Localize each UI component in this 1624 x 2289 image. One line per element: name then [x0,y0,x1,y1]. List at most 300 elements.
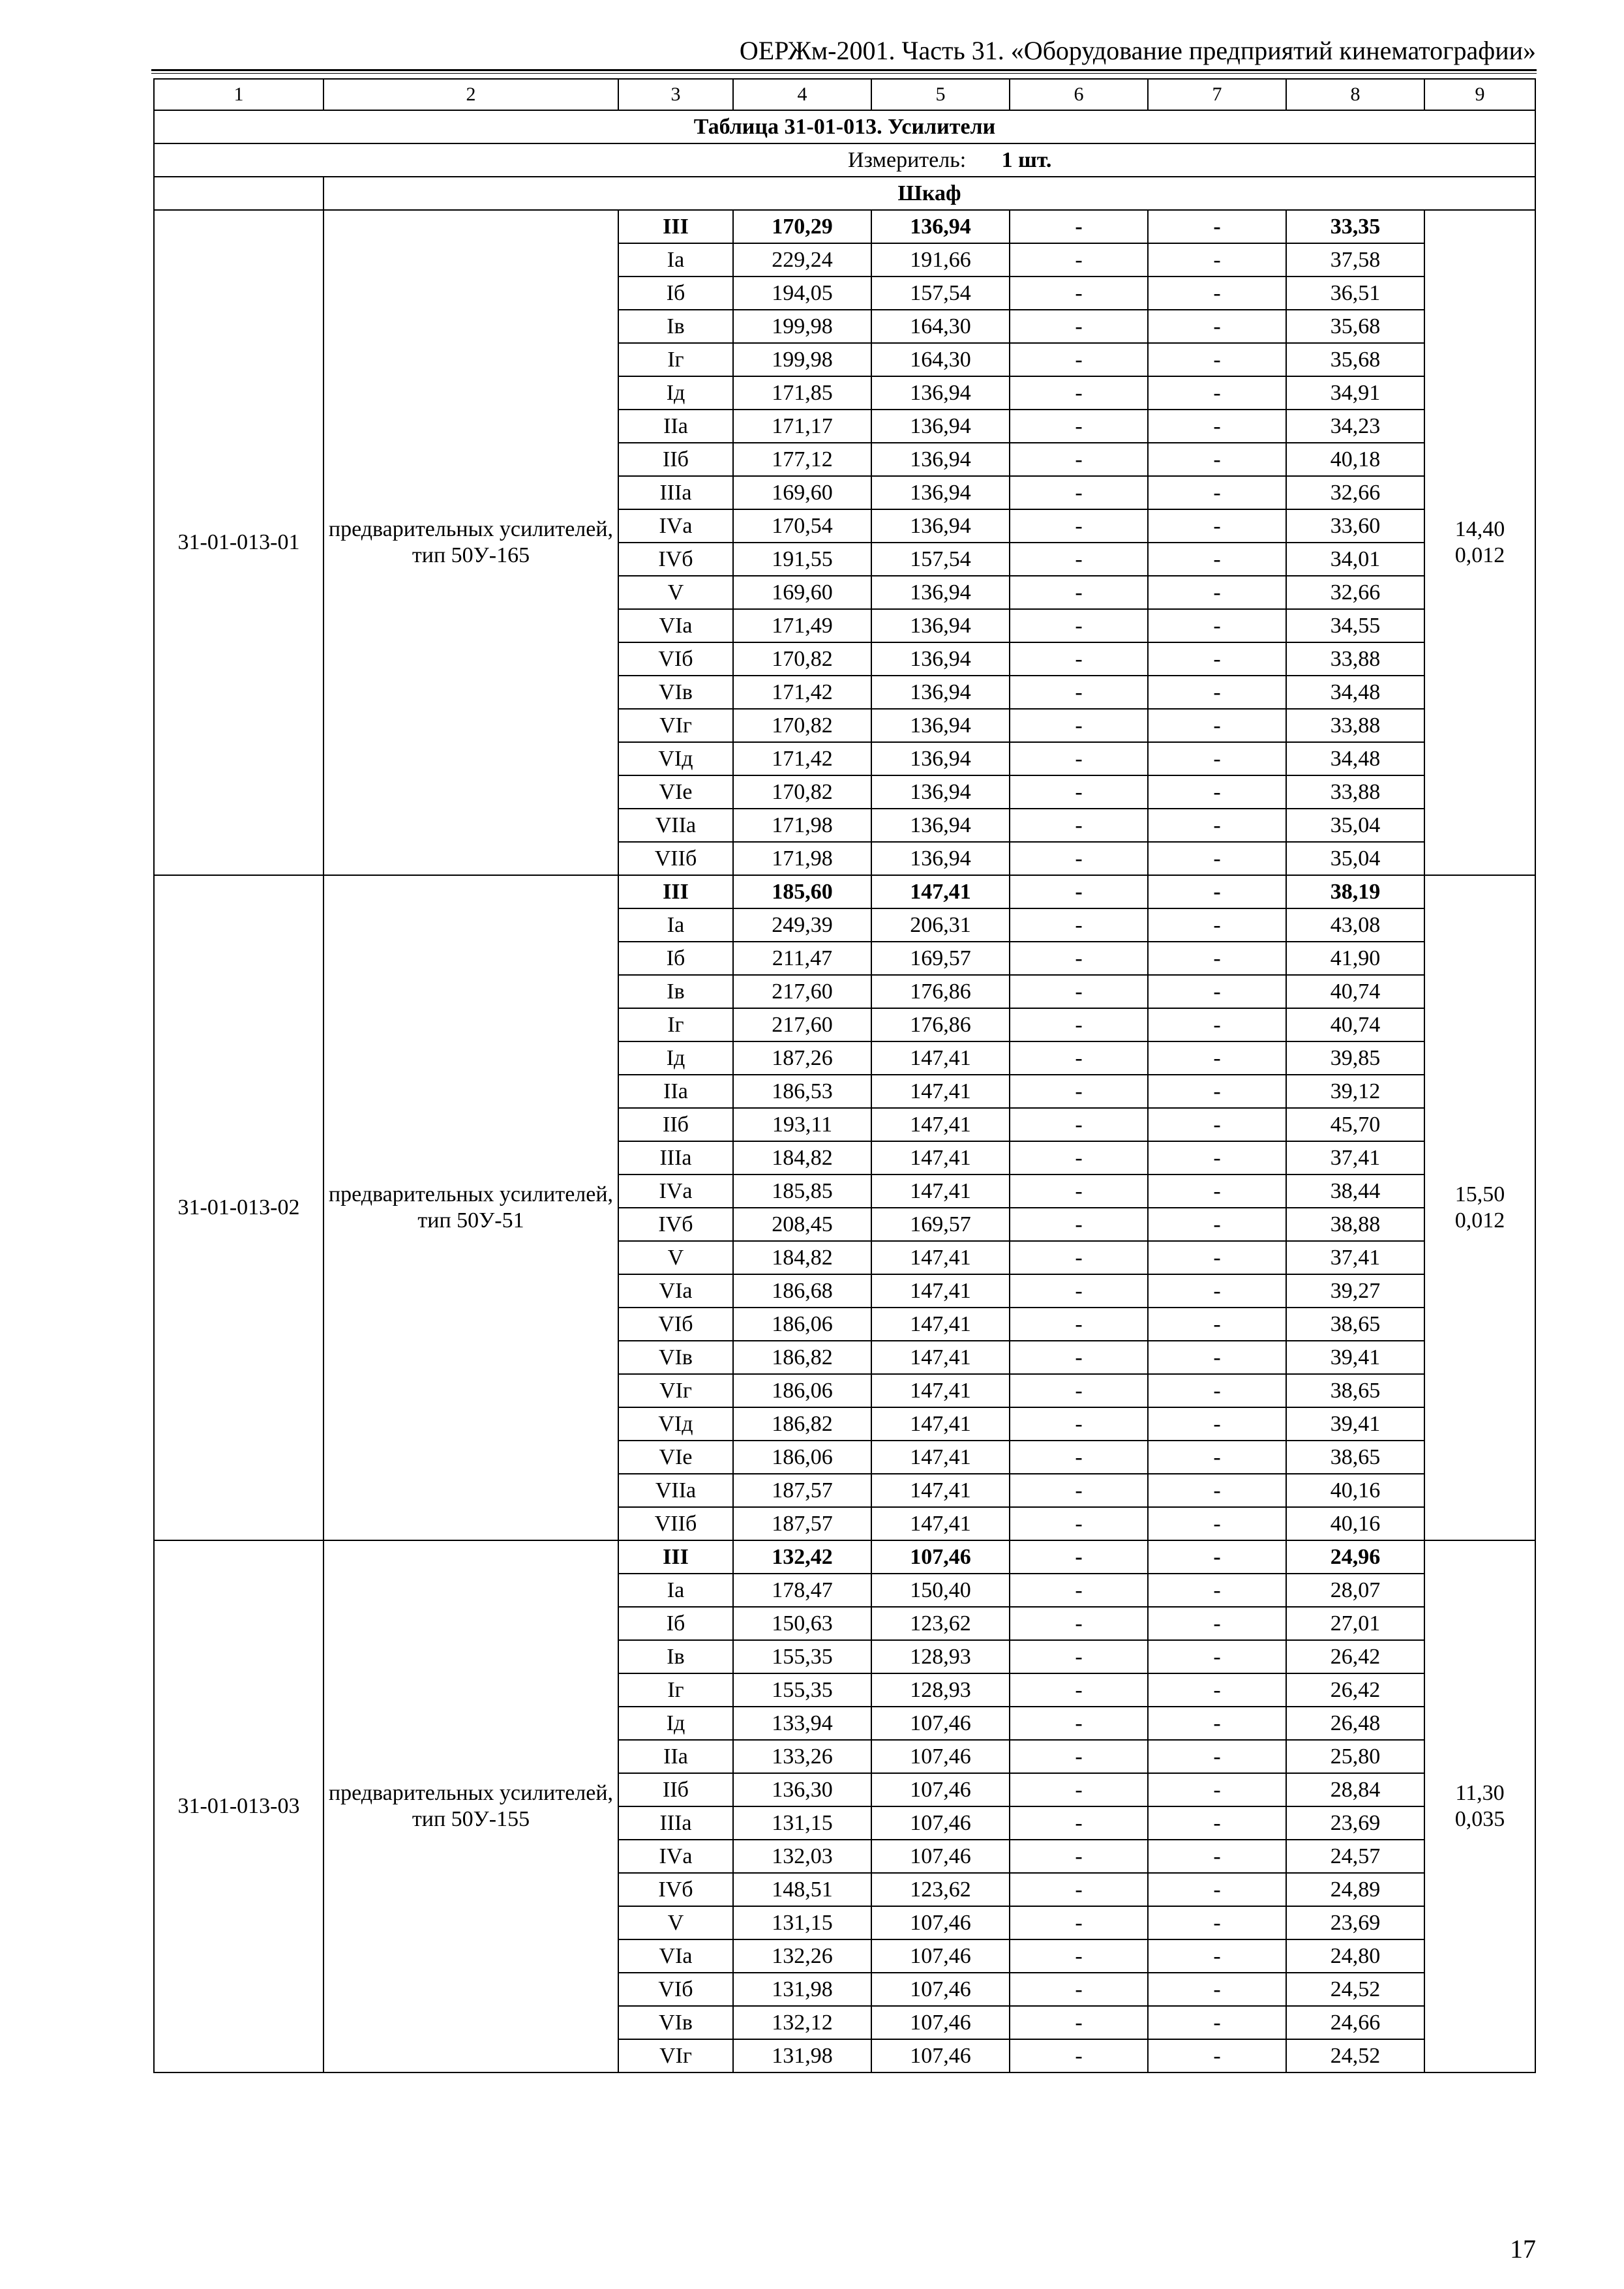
value-cell: 123,62 [871,1873,1010,1906]
zone-cell: VIг [618,2039,733,2072]
col-num: 7 [1148,79,1286,110]
value-cell: 170,82 [733,709,871,742]
value-cell: 26,48 [1286,1707,1424,1740]
value-cell: 186,82 [733,1407,871,1441]
value-cell: - [1148,1906,1286,1939]
value-cell: 40,16 [1286,1507,1424,1540]
value-cell: 136,94 [871,842,1010,875]
value-cell: 37,58 [1286,243,1424,277]
value-cell: 136,94 [871,642,1010,676]
page-header: ОЕРЖм-2001. Часть 31. «Оборудование предприятий кинематографии» [739,36,1536,65]
value-cell: - [1148,2039,1286,2072]
value-cell: - [1010,1540,1148,1574]
value-cell: 150,63 [733,1607,871,1640]
value-cell: 107,46 [871,1906,1010,1939]
value-cell: 186,06 [733,1308,871,1341]
value-cell: - [1010,1906,1148,1939]
value-cell: 184,82 [733,1141,871,1174]
zone-cell: VIг [618,1374,733,1407]
value-cell: 177,12 [733,443,871,476]
value-cell: - [1010,676,1148,709]
value-cell: - [1148,343,1286,376]
value-cell: - [1148,1241,1286,1274]
value-cell: 147,41 [871,1407,1010,1441]
value-cell: - [1010,875,1148,908]
zone-cell: VIб [618,1973,733,2006]
value-cell: 147,41 [871,1308,1010,1341]
value-cell: 35,04 [1286,842,1424,875]
value-cell: 186,06 [733,1374,871,1407]
header-rule-thin [151,73,1537,74]
value-cell: - [1148,1607,1286,1640]
value-cell: - [1148,1574,1286,1607]
value-cell: 35,68 [1286,310,1424,343]
value-cell: 150,40 [871,1574,1010,1607]
value-cell: - [1010,1707,1148,1740]
value-cell: - [1010,310,1148,343]
zone-cell: Iг [618,1008,733,1041]
zone-cell: IIб [618,1108,733,1141]
value-cell: - [1148,1407,1286,1441]
zone-cell: Iв [618,1640,733,1673]
value-cell: - [1148,908,1286,942]
value-cell: 171,42 [733,742,871,775]
value-cell: 136,94 [871,742,1010,775]
value-cell: - [1148,1640,1286,1673]
value-cell: 136,30 [733,1773,871,1806]
value-cell: 147,41 [871,1374,1010,1407]
value-cell: - [1010,609,1148,642]
value-cell: 32,66 [1286,476,1424,509]
value-cell: 107,46 [871,2006,1010,2039]
value-cell: - [1148,1973,1286,2006]
table-row [154,210,1535,243]
value-cell: 155,35 [733,1673,871,1707]
value-cell: 147,41 [871,1241,1010,1274]
value-cell: - [1148,443,1286,476]
value-cell: - [1010,543,1148,576]
value-cell: 147,41 [871,1274,1010,1308]
value-cell: 164,30 [871,343,1010,376]
zone-cell: IVб [618,543,733,576]
value-cell: - [1148,975,1286,1008]
value-cell: - [1148,875,1286,908]
value-cell: 38,65 [1286,1308,1424,1341]
zone-cell: Iа [618,1574,733,1607]
item-code: 31-01-013-01 [154,210,323,875]
value-cell: 26,42 [1286,1673,1424,1707]
value-cell: 39,85 [1286,1041,1424,1075]
value-cell: 107,46 [871,1840,1010,1873]
value-cell: 107,46 [871,1740,1010,1773]
value-cell: 45,70 [1286,1108,1424,1141]
value-cell: 131,98 [733,1973,871,2006]
value-cell: - [1148,410,1286,443]
value-cell: - [1010,376,1148,410]
value-cell: 147,41 [871,875,1010,908]
value-cell: 136,94 [871,609,1010,642]
value-cell: 147,41 [871,1141,1010,1174]
value-cell: - [1148,1840,1286,1873]
value-cell: - [1148,742,1286,775]
value-cell: - [1010,1374,1148,1407]
value-cell: 32,66 [1286,576,1424,609]
resource-cell [1424,210,1535,875]
value-cell: - [1010,1840,1148,1873]
value-cell: - [1010,1806,1148,1840]
zone-cell: Iв [618,310,733,343]
value-cell: 39,41 [1286,1407,1424,1441]
zone-cell: Iа [618,243,733,277]
value-cell: - [1010,842,1148,875]
zone-cell: IIа [618,410,733,443]
zone-cell: VIIа [618,1474,733,1507]
value-cell: - [1148,376,1286,410]
value-cell: - [1010,277,1148,310]
zone-cell: III [618,875,733,908]
col-num: 1 [154,79,323,110]
value-cell: 147,41 [871,1507,1010,1540]
value-cell: 40,16 [1286,1474,1424,1507]
zone-cell: III [618,210,733,243]
value-cell: 25,80 [1286,1740,1424,1773]
value-cell: 199,98 [733,310,871,343]
value-cell: - [1148,775,1286,809]
value-cell: - [1148,642,1286,676]
col-num: 9 [1424,79,1535,110]
value-cell: 147,41 [871,1108,1010,1141]
value-cell: 41,90 [1286,942,1424,975]
value-cell: - [1010,343,1148,376]
value-cell: 171,17 [733,410,871,443]
value-cell: - [1010,1308,1148,1341]
column-number-row [154,79,1535,110]
value-cell: 132,42 [733,1540,871,1574]
value-cell: 131,15 [733,1906,871,1939]
resource-value: 0,012 [1454,1208,1505,1233]
value-cell: 147,41 [871,1441,1010,1474]
value-cell: 128,93 [871,1673,1010,1707]
value-cell: - [1010,2039,1148,2072]
zone-cell: VIа [618,609,733,642]
value-cell: 193,11 [733,1108,871,1141]
value-cell: 131,15 [733,1806,871,1840]
value-cell: - [1148,2006,1286,2039]
value-cell: - [1010,975,1148,1008]
value-cell: 184,82 [733,1241,871,1274]
value-cell: 164,30 [871,310,1010,343]
zone-cell: IIIа [618,1806,733,1840]
value-cell: - [1148,576,1286,609]
value-cell: 24,57 [1286,1840,1424,1873]
zone-cell: Iб [618,942,733,975]
zone-cell: Iа [618,908,733,942]
value-cell: 24,96 [1286,1540,1424,1574]
value-cell: - [1010,1740,1148,1773]
value-cell: - [1148,1474,1286,1507]
rates-table [153,78,1536,2073]
value-cell: 186,68 [733,1274,871,1308]
meter-row [154,143,1535,177]
value-cell: 186,06 [733,1441,871,1474]
zone-cell: VIг [618,709,733,742]
value-cell: 23,69 [1286,1806,1424,1840]
value-cell: 186,82 [733,1341,871,1374]
value-cell: 217,60 [733,975,871,1008]
value-cell: 34,01 [1286,543,1424,576]
value-cell: 34,55 [1286,609,1424,642]
zone-cell: IVа [618,1174,733,1208]
value-cell: - [1010,942,1148,975]
value-cell: 157,54 [871,277,1010,310]
meter-label: Измеритель: [847,147,967,172]
value-cell: - [1148,842,1286,875]
zone-cell: VIд [618,1407,733,1441]
value-cell: 33,88 [1286,775,1424,809]
resource-value: 0,035 [1454,1807,1505,1831]
value-cell: 171,98 [733,809,871,842]
section-spacer [154,177,323,210]
resource-value: 11,30 [1455,1781,1505,1805]
zone-cell: Iб [618,1607,733,1640]
value-cell: 169,60 [733,576,871,609]
item-name: предварительных усилителей, тип 50У-51 [323,875,618,1540]
zone-cell: V [618,1906,733,1939]
value-cell: - [1010,709,1148,742]
value-cell: 136,94 [871,210,1010,243]
value-cell: 169,60 [733,476,871,509]
table-title: Таблица 31-01-013. Усилители [154,110,1535,143]
header-rule [151,69,1537,71]
value-cell: 171,98 [733,842,871,875]
value-cell: 26,42 [1286,1640,1424,1673]
zone-cell: VIб [618,642,733,676]
value-cell: 38,19 [1286,875,1424,908]
meter-value: 1 шт. [1001,147,1052,172]
value-cell: - [1148,609,1286,642]
value-cell: - [1148,1341,1286,1374]
value-cell: - [1010,476,1148,509]
value-cell: - [1010,1474,1148,1507]
value-cell: 229,24 [733,243,871,277]
table-row [154,875,1535,908]
value-cell: - [1010,1607,1148,1640]
value-cell: - [1148,1075,1286,1108]
zone-cell: VIIб [618,1507,733,1540]
value-cell: 128,93 [871,1640,1010,1673]
resource-value: 14,40 [1454,517,1505,541]
value-cell: 33,88 [1286,709,1424,742]
col-num: 5 [871,79,1010,110]
value-cell: - [1010,809,1148,842]
value-cell: - [1148,809,1286,842]
value-cell: 170,54 [733,509,871,543]
value-cell: - [1148,1008,1286,1041]
resource-value: 15,50 [1454,1182,1505,1206]
value-cell: 170,82 [733,775,871,809]
value-cell: - [1010,1141,1148,1174]
value-cell: - [1010,908,1148,942]
value-cell: - [1148,1873,1286,1906]
zone-cell: VIв [618,1341,733,1374]
value-cell: - [1010,1673,1148,1707]
zone-cell: VIа [618,1274,733,1308]
value-cell: 185,60 [733,875,871,908]
resource-value: 0,012 [1454,543,1505,567]
value-cell: 43,08 [1286,908,1424,942]
value-cell: - [1148,1041,1286,1075]
value-cell: - [1010,1939,1148,1973]
value-cell: - [1010,1407,1148,1441]
value-cell: - [1010,509,1148,543]
value-cell: - [1010,1873,1148,1906]
value-cell: 131,98 [733,2039,871,2072]
value-cell: 34,48 [1286,676,1424,709]
value-cell: 24,66 [1286,2006,1424,2039]
value-cell: 136,94 [871,509,1010,543]
zone-cell: VIIб [618,842,733,875]
value-cell: - [1148,476,1286,509]
value-cell: 169,57 [871,942,1010,975]
zone-cell: Iд [618,1041,733,1075]
value-cell: - [1148,1939,1286,1973]
zone-cell: Iб [618,277,733,310]
value-cell: 28,84 [1286,1773,1424,1806]
value-cell: 24,52 [1286,1973,1424,2006]
value-cell: - [1148,1507,1286,1540]
value-cell: - [1148,1740,1286,1773]
col-num: 2 [323,79,618,110]
value-cell: 37,41 [1286,1241,1424,1274]
value-cell: 148,51 [733,1873,871,1906]
value-cell: - [1010,443,1148,476]
value-cell: 171,49 [733,609,871,642]
zone-cell: IIб [618,1773,733,1806]
value-cell: - [1148,1374,1286,1407]
value-cell: 147,41 [871,1474,1010,1507]
value-cell: - [1010,210,1148,243]
value-cell: 157,54 [871,543,1010,576]
value-cell: 36,51 [1286,277,1424,310]
zone-cell: IIб [618,443,733,476]
value-cell: 38,65 [1286,1374,1424,1407]
value-cell: - [1148,942,1286,975]
value-cell: 37,41 [1286,1141,1424,1174]
value-cell: 33,60 [1286,509,1424,543]
zone-cell: IIIа [618,1141,733,1174]
value-cell: - [1010,1507,1148,1540]
value-cell: - [1010,1208,1148,1241]
value-cell: - [1010,642,1148,676]
item-code: 31-01-013-02 [154,875,323,1540]
value-cell: 187,57 [733,1507,871,1540]
value-cell: 136,94 [871,476,1010,509]
item-code: 31-01-013-03 [154,1540,323,2072]
value-cell: 169,57 [871,1208,1010,1241]
value-cell: 211,47 [733,942,871,975]
zone-cell: IIа [618,1075,733,1108]
value-cell: 107,46 [871,1806,1010,1840]
value-cell: 176,86 [871,1008,1010,1041]
value-cell: - [1148,709,1286,742]
value-cell: 34,91 [1286,376,1424,410]
value-cell: 132,26 [733,1939,871,1973]
value-cell: 34,23 [1286,410,1424,443]
value-cell: - [1148,1773,1286,1806]
zone-cell: IIа [618,1740,733,1773]
value-cell: 194,05 [733,277,871,310]
value-cell: 136,94 [871,443,1010,476]
value-cell: - [1148,1673,1286,1707]
value-cell: 132,03 [733,1840,871,1873]
table-row [154,1540,1535,1574]
value-cell: 147,41 [871,1341,1010,1374]
value-cell: - [1148,310,1286,343]
value-cell: 136,94 [871,775,1010,809]
value-cell: 40,18 [1286,443,1424,476]
value-cell: 107,46 [871,1707,1010,1740]
value-cell: - [1010,1341,1148,1374]
value-cell: - [1148,509,1286,543]
value-cell: 107,46 [871,1939,1010,1973]
value-cell: 136,94 [871,576,1010,609]
zone-cell: IIIа [618,476,733,509]
value-cell: 147,41 [871,1041,1010,1075]
page-number: 17 [1510,2234,1536,2264]
value-cell: - [1010,775,1148,809]
value-cell: 28,07 [1286,1574,1424,1607]
value-cell: 206,31 [871,908,1010,942]
value-cell: - [1148,277,1286,310]
value-cell: 155,35 [733,1640,871,1673]
value-cell: 24,89 [1286,1873,1424,1906]
value-cell: 171,42 [733,676,871,709]
value-cell: - [1148,1141,1286,1174]
value-cell: - [1148,243,1286,277]
value-cell: - [1010,1640,1148,1673]
value-cell: - [1010,1108,1148,1141]
value-cell: - [1010,410,1148,443]
zone-cell: VIе [618,1441,733,1474]
value-cell: 38,65 [1286,1441,1424,1474]
zone-cell: VIе [618,775,733,809]
zone-cell: III [618,1540,733,1574]
value-cell: - [1010,742,1148,775]
value-cell: - [1148,1308,1286,1341]
value-cell: - [1010,1174,1148,1208]
item-name: предварительных усилителей, тип 50У-165 [323,210,618,875]
zone-cell: Iд [618,1707,733,1740]
value-cell: 24,52 [1286,2039,1424,2072]
value-cell: 35,68 [1286,343,1424,376]
value-cell: 170,29 [733,210,871,243]
value-cell: 24,80 [1286,1939,1424,1973]
value-cell: - [1148,210,1286,243]
item-name: предварительных усилителей, тип 50У-155 [323,1540,618,2072]
value-cell: 147,41 [871,1075,1010,1108]
value-cell: - [1148,543,1286,576]
value-cell: 107,46 [871,1973,1010,2006]
value-cell: 136,94 [871,410,1010,443]
value-cell: 132,12 [733,2006,871,2039]
col-num: 8 [1286,79,1424,110]
value-cell: 38,88 [1286,1208,1424,1241]
zone-cell: VIв [618,676,733,709]
value-cell: - [1010,576,1148,609]
zone-cell: V [618,576,733,609]
zone-cell: Iг [618,343,733,376]
value-cell: - [1010,2006,1148,2039]
